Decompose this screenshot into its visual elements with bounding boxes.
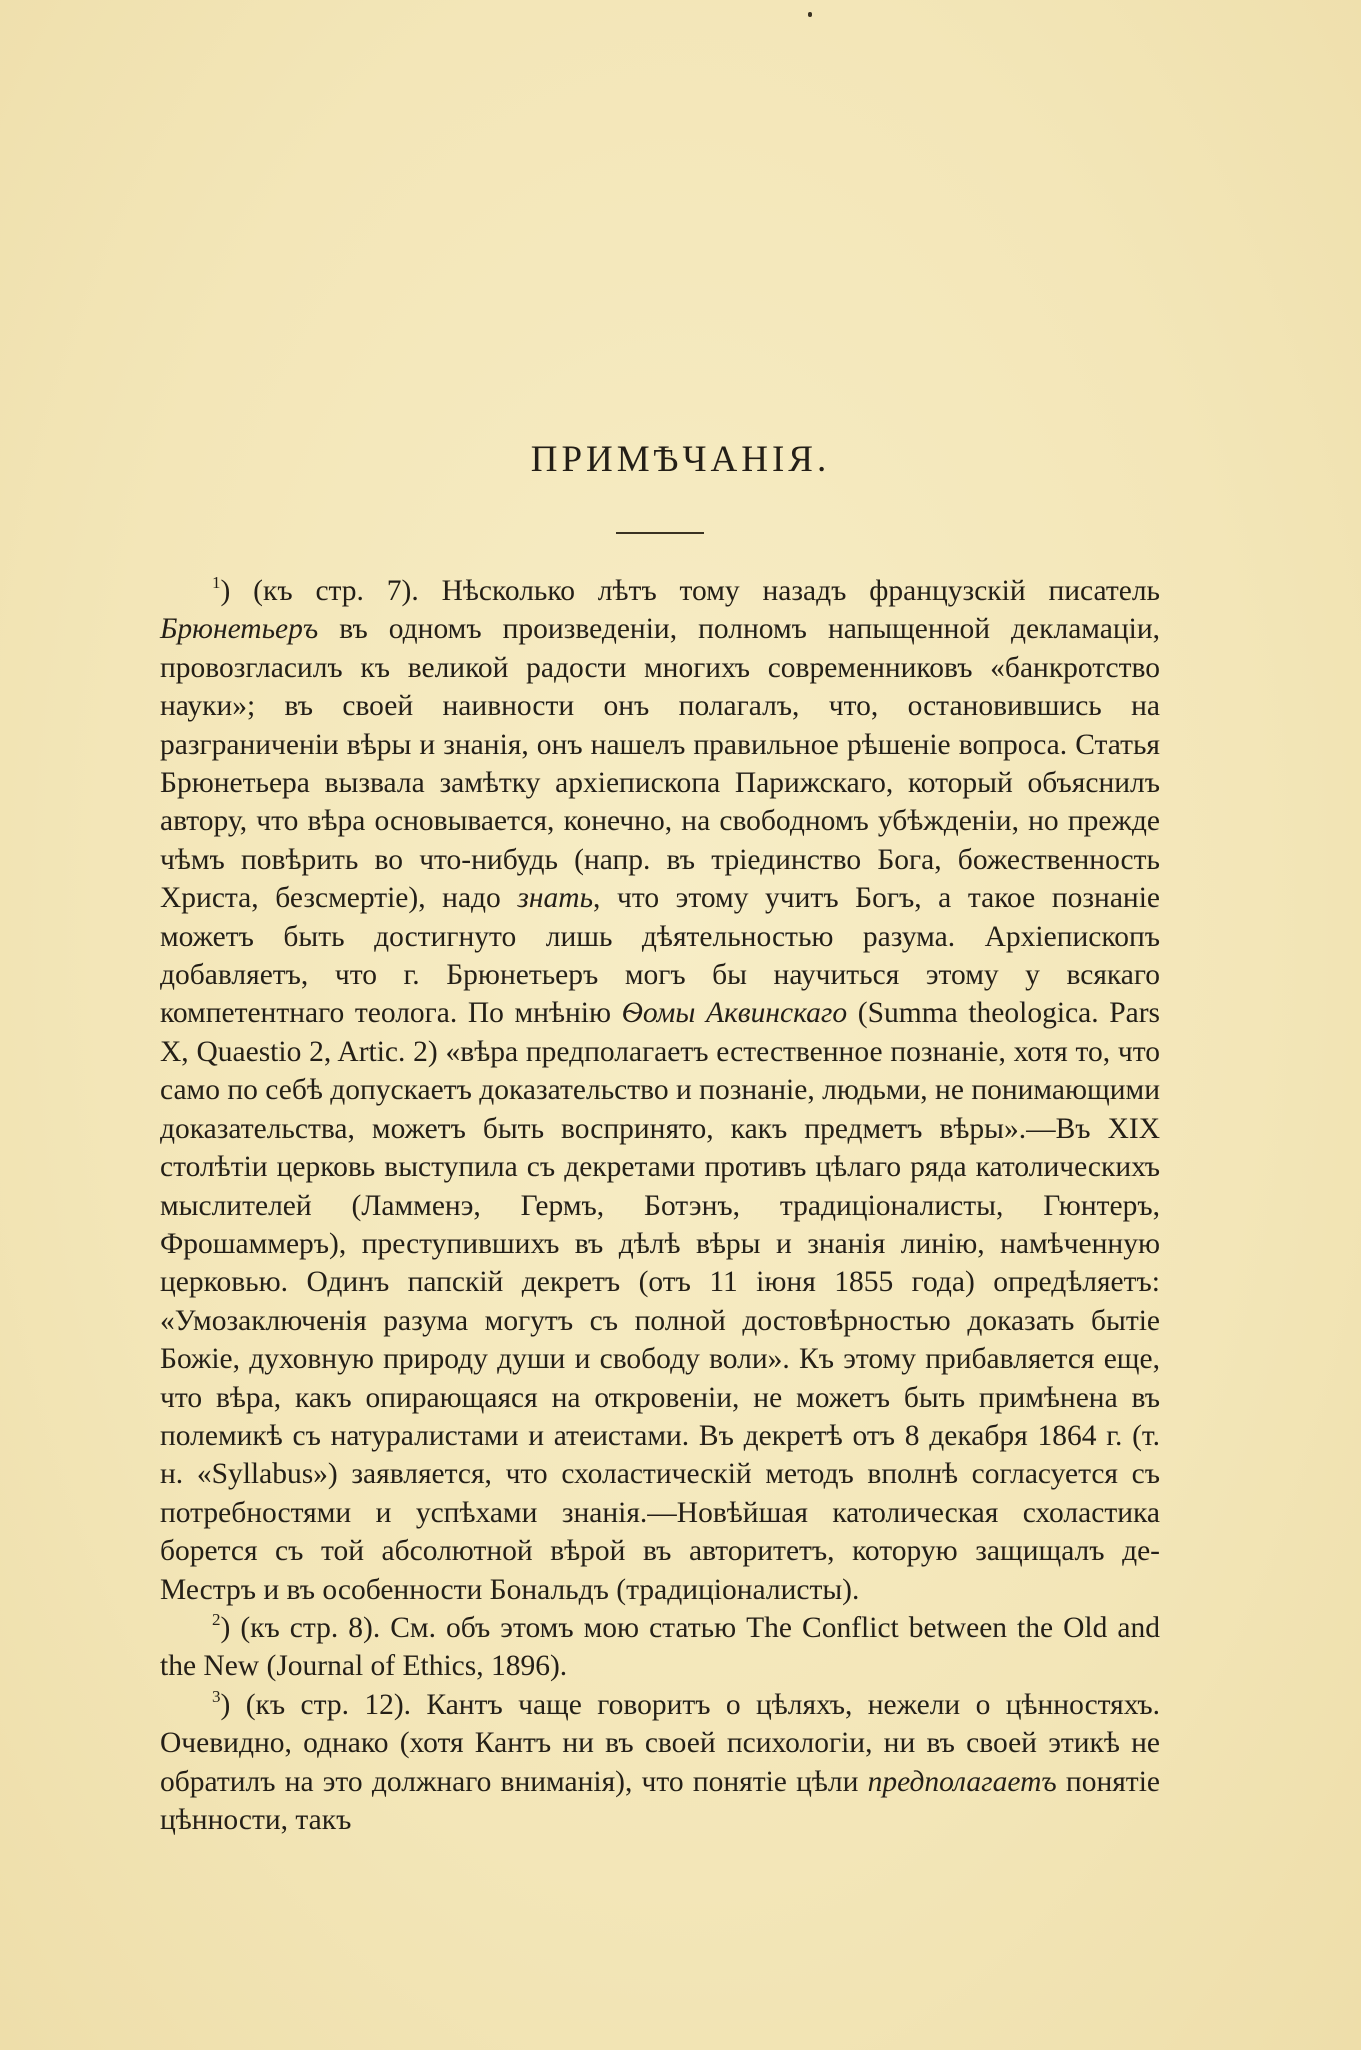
note-text: , что этому учитъ Богъ, а такое познаніе можетъ быть достигнуто лишь дѣятельностью разума. Архіепископъ добавляетъ, что г. Брюнетьеръ могъ бы научиться этому у всякаго компетентнаго теолога. По мнѣнію [160, 882, 1160, 1030]
note-text: понятіе цѣнности, такъ [160, 1765, 1160, 1836]
note-marker: 2 [212, 1609, 221, 1629]
note-italic: знать [517, 882, 594, 915]
note-italic: Ѳомы Аквинскаго [621, 997, 848, 1030]
notes-body [160, 572, 1160, 1839]
note-text: въ одномъ произведеніи, полномъ напыщенной декламаціи, провозгласилъ къ великой радости многихъ современниковъ «банкротство науки»; въ своей наивности онъ полагалъ, что, остановившись на разграниченіи вѣры и знанія, онъ нашелъ правильное рѣшеніе вопроса. Статья Брюнетьера вызвала замѣтку архіепископа Парижскаго, который объяснилъ автору, что вѣра основывается, конечно, на свободномъ убѣжденіи, но прежде чѣмъ повѣрить во что-нибудь (напр. въ тріединство Бога, божественность Христа, безсмертіе), надо [160, 613, 1160, 915]
note-marker: 3 [212, 1686, 221, 1706]
page-title: ПРИМѢЧАНІЯ. [530, 439, 831, 480]
note-text: ) (къ стр. 7). Нѣсколько лѣтъ тому назадъ французскій писатель [220, 575, 1160, 607]
note-italic: предполагаетъ [867, 1765, 1057, 1798]
note-1 [160, 572, 1160, 1609]
ink-speck [808, 12, 812, 17]
note-text: ) (къ стр. 8). См. объ этомъ мою статью The Conflict between the Old and the New (Journal of Ethics, 1896). [160, 1611, 1160, 1683]
title-rule [616, 532, 704, 534]
note-2 [160, 1609, 1160, 1686]
note-text: ) (къ стр. 12). Кантъ чаще говоритъ о цѣляхъ, нежели о цѣнностяхъ. Очевидно, однако (хотя Кантъ ни въ своей психологіи, ни въ своей этикѣ не обратилъ на это должнаго вниманія), что понятіе цѣли [160, 1688, 1160, 1798]
note-text: (Summa theologica. Pars X, Quaestio 2, Artic. 2) «вѣра предполагаетъ естественное познаніе, хотя то, что само по себѣ допускаетъ доказательство и познаніе, людьми, не понимающими доказательства, можетъ быть воспринято, какъ предметъ вѣры».—Въ XIX столѣтіи церковь выступила съ декретами противъ цѣлаго ряда католическихъ мыслителей (Ламменэ, Гермъ, Ботэнъ, традиціоналисты, Гюнтеръ, Фрошаммеръ), преступившихъ въ дѣлѣ вѣры и знанія линію, намѣченную церковью. Одинъ папскій декретъ (отъ 11 іюня 1855 года) опредѣляетъ: «Умозаключенія разума могутъ съ полной достовѣрностью доказать бытіе Божіе, духовную природу души и свободу воли». Къ этому прибавляется еще, что вѣра, какъ опирающаяся на откровеніи, не можетъ быть примѣнена въ полемикѣ съ натуралистами и атеистами. Въ декретѣ отъ 8 декабря 1864 г. (т. н. «Syllabus») заявляется, что схоластическій методъ вполнѣ согласуется съ потребностями и успѣхами знанія.—Новѣйшая католическая схоластика борется съ той абсолютной вѣрой въ авторитетъ, которую защищалъ де-Местръ и въ особенности Бональдъ (традиціоналисты). [160, 997, 1161, 1606]
note-marker: 1 [212, 573, 221, 592]
note-italic: Брюнетьеръ [160, 613, 319, 646]
note-3 [160, 1686, 1160, 1840]
